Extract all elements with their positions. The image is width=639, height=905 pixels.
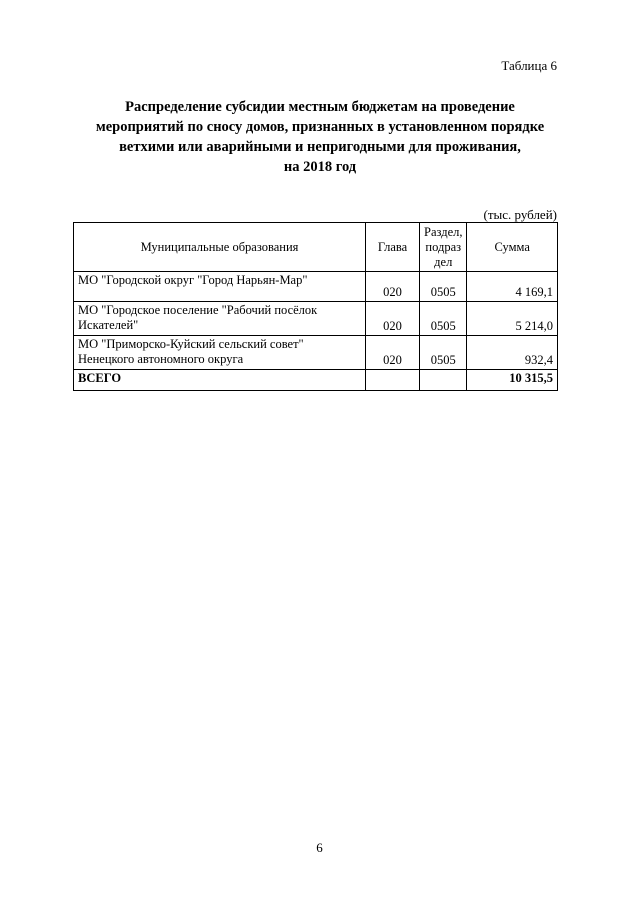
header-chapter: Глава: [366, 223, 420, 272]
chapter-cell: 020: [366, 302, 420, 336]
title-line: Распределение субсидии местным бюджетам на проведение: [125, 99, 515, 115]
municipality-name-line: Искателей": [78, 318, 139, 332]
total-chapter-cell: [366, 370, 420, 391]
table-row: [74, 336, 558, 370]
municipality-name-line: Ненецкого автономного округа: [78, 352, 244, 366]
header-section-line: Раздел,: [424, 224, 463, 239]
page-number: 6: [316, 840, 323, 855]
table-row: [74, 272, 558, 302]
title-line: на 2018 год: [283, 159, 357, 175]
chapter-cell: 020: [366, 336, 420, 370]
total-row: [74, 370, 558, 391]
header-section-line: подраз: [425, 239, 462, 254]
municipality-cell: [74, 302, 366, 336]
header-section-line: дел: [434, 254, 453, 269]
section-cell: 0505: [420, 272, 467, 302]
sum-cell: 5 214,0: [467, 302, 558, 336]
units-label: (тыс. рублей): [483, 207, 557, 222]
municipality-name-line: МО "Городское поселение "Рабочий посёлок: [78, 303, 318, 317]
section-cell: 0505: [420, 336, 467, 370]
table-row: [74, 302, 558, 336]
chapter-cell: 020: [366, 272, 420, 302]
header-municipality: Муниципальные образования: [74, 223, 366, 272]
header-section: [420, 223, 467, 272]
total-sum: 10 315,5: [467, 370, 558, 391]
subsidy-table: [73, 222, 558, 391]
table-header-row: [74, 223, 558, 272]
section-cell: 0505: [420, 302, 467, 336]
total-section-cell: [420, 370, 467, 391]
municipality-name-line: МО "Приморско-Куйский сельский совет": [78, 337, 304, 351]
municipality-name-line: МО "Городской округ "Город Нарьян-Мар": [78, 273, 308, 287]
table-number-label: Таблица 6: [501, 58, 557, 73]
municipality-cell: [74, 272, 366, 302]
title-line: мероприятий по сносу домов, признанных в установленном порядке: [95, 119, 545, 135]
total-label: ВСЕГО: [74, 370, 366, 391]
document-title: [60, 97, 580, 177]
header-sum: Сумма: [467, 223, 558, 272]
sum-cell: 4 169,1: [467, 272, 558, 302]
sum-cell: 932,4: [467, 336, 558, 370]
title-line: ветхими или аварийными и непригодными для проживания,: [119, 139, 521, 155]
municipality-cell: [74, 336, 366, 370]
